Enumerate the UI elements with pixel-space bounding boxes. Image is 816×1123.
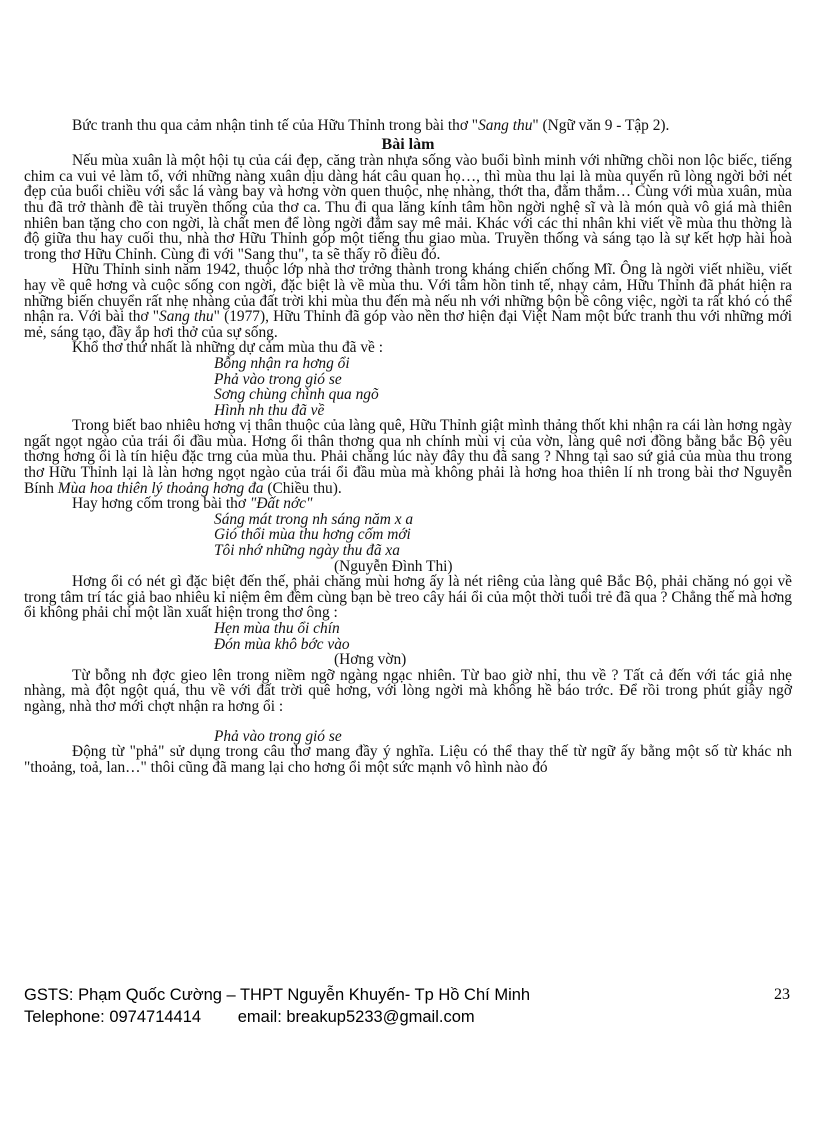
paragraph-2: Hữu Thỉnh sinh năm 1942, thuộc lớp nhà thơ trởng thành trong kháng chiến chống Mĩ. Ông là ngời viết nhiều, viết hay về quê hơng và cuộc sống con ngời, đặc biệt là về mùa thu. Với tâm hồn tinh tế, nhạy cảm, Hữu Thỉnh đã phát hiện ra những biến chuyển rất nhẹ nhàng của đất trời khi mùa thu đến mà nếu nh với những bộn bề công việc, ngời ta rất khó có thể nhận ra. Với bài thơ "Sang thu" (1977), Hữu Thỉnh đã góp vào nền thơ hiện đại Việt Nam một bức tranh thu với những mới mẻ, sáng tạo, đầy ắp hơi thở của sự sống. bbox=[24, 261, 793, 341]
poem-title: "Đất nớc" bbox=[249, 495, 313, 513]
poem-title: Mùa hoa thiên lý thoảng hơng đa bbox=[57, 479, 264, 497]
poem-title: Sang thu bbox=[159, 308, 214, 326]
verse-block-3 bbox=[24, 621, 792, 668]
verse-line: Tôi nhớ những ngày thu đã xa bbox=[214, 542, 400, 560]
verse-block-1 bbox=[24, 356, 792, 418]
intro-paragraph bbox=[24, 118, 792, 134]
verse-line: Gió thổi mùa thu hơng cốm mới bbox=[214, 526, 411, 544]
verse-author: (Nguyễn Đình Thi) bbox=[334, 557, 453, 575]
footer-author: GSTS: Phạm Quốc Cường – THPT Nguyễn Khuyến- Tp Hồ Chí Minh bbox=[24, 986, 531, 1004]
paragraph-1: Nếu mùa xuân là một hội tụ của cái đẹp, căng tràn nhựa sống vào buổi bình minh với những chồi non lộc biếc, tiếng chim ca vui vẻ làm tổ, với những nàng xuân dịu dàng hát câu quan họ…, thì mùa thu lại là mùa quyến rũ lòng ngời bởi nét đẹp của buổi chiều với sắc lá vàng bay và hơng vờn quen thuộc, nhẹ nhàng, thớt tha, đằm thắm… Cùng với mùa xuân, mùa thu đã trở thành đề tài truyền thống của thơ ca. Thu đi qua lăng kính tâm hồn ngời nghệ sĩ và là món quà vô giá mà thiên nhiên ban tặng cho con ngời, là chất men để lòng ngời đắm say mê mải. Khác với các thi nhân khi viết về mùa thu thờng là độ giữa thu hay cuối thu, nhà thơ Hữu Thỉnh góp một tiếng thu giao mùa. Truyền thống và sáng tạo là sự kết hợp hài hoà trong thơ Hữu Chỉnh. Cùng đi với "Sang thu", ta sẽ thấy rõ điều đó. bbox=[24, 152, 792, 263]
verse-source: (Hơng vờn) bbox=[334, 651, 407, 669]
page-footer bbox=[24, 984, 792, 1028]
paragraph-7: Từ bỗng nh đợc gieo lên trong niềm ngỡ ngàng ngạc nhiên. Từ bao giờ nhỉ, thu về ? Tất cả đến với tác giả nhẹ nhàng, mà đột ngột quá, thu về với đất trời quê hơng, với lòng ngời mà không hề báo trớc. Để rồi trong phút giây ngỡ ngàng, nhà thơ mới chợt nhận ra hơng ổi : bbox=[24, 666, 792, 715]
document-body bbox=[24, 118, 792, 775]
verse-line: Đón mùa khô bớc vào bbox=[214, 635, 350, 653]
footer-contact: Telephone: 0974714414 email: breakup5233@gmail.com bbox=[24, 1008, 475, 1026]
paragraph-5: Hay hơng cốm trong bài thơ "Đất nớc" bbox=[72, 495, 313, 513]
verse-line: Sơng chùng chình qua ngõ bbox=[214, 386, 379, 404]
verse-line: Sáng mát trong nh sáng năm x a bbox=[214, 510, 414, 528]
intro-text: Bức tranh thu qua cảm nhận tinh tế của Hữu Thỉnh trong bài thơ " bbox=[72, 117, 479, 134]
paragraph-8: Động từ "phả" sử dụng trong câu thơ mang đầy ý nghĩa. Liệu có thể thay thế từ ngữ ấy bằng một số từ khác nh "thoảng, toả, lan…" thôi cũng đã mang lại cho hơng ổi một sức mạnh vô hình nào đó bbox=[24, 743, 792, 776]
paragraph-6: Hơng ổi có nét gì đặc biệt đến thế, phải chăng mùi hơng ấy là nét riêng của làng quê Bắc Bộ, phải chăng nó gọi về trong tâm trí tác giả bao nhiêu kỉ niệm êm đềm cùng bạn bè treo cây hái ổi của một thời tuổi trẻ đã qua ? Chẳng thế mà hơng ổi không phải chỉ một lần xuất hiện trong thơ ông : bbox=[24, 573, 792, 622]
verse-line: Bỗng nhận ra hơng ổi bbox=[214, 354, 350, 372]
verse-block-2 bbox=[24, 512, 792, 574]
paragraph-3: Khổ thơ thứ nhất là những dự cảm mùa thu đã về : bbox=[72, 339, 383, 357]
verse-line: Hẹn mùa thu ổi chín bbox=[214, 620, 340, 637]
page-number: 23 bbox=[774, 986, 790, 1003]
verse-line: Phả vào trong gió se bbox=[214, 370, 342, 388]
verse-line: Hình nh thu đã về bbox=[214, 401, 325, 419]
paragraph-4: Trong biết bao nhiêu hơng vị thân thuộc của làng quê, Hữu Thỉnh giật mình thảng thốt khi nhận ra cái làn hơng ngày ngất ngọt ngào của trái ổi đầu mùa. Hơng ổi thân thơng qua nh chính mùi vị của vờn, làng quê nơi đồng bằng bắc Bộ yêu thơng hơng ổi là tín hiệu đặc trng của mùa thu. Phải chăng lúc này đây thu đã sang ? Nhng tại sao sứ giả của mùa thu trong thơ Hữu Thỉnh lại là làn hơng ngọt ngào của trái ổi đầu mùa mà không phải là hơng hoa thiên lí nh trong bài thơ Nguyễn Bính Mùa hoa thiên lý thoảng hơng đa (Chiều thu). bbox=[24, 417, 792, 497]
section-heading: Bài làm bbox=[381, 135, 435, 153]
verse-line-quoted: Phả vào trong gió se bbox=[214, 727, 342, 745]
poem-title: Sang thu bbox=[478, 117, 533, 134]
intro-text-end: " (Ngữ văn 9 - Tập 2). bbox=[532, 117, 670, 134]
spacer bbox=[24, 715, 792, 729]
